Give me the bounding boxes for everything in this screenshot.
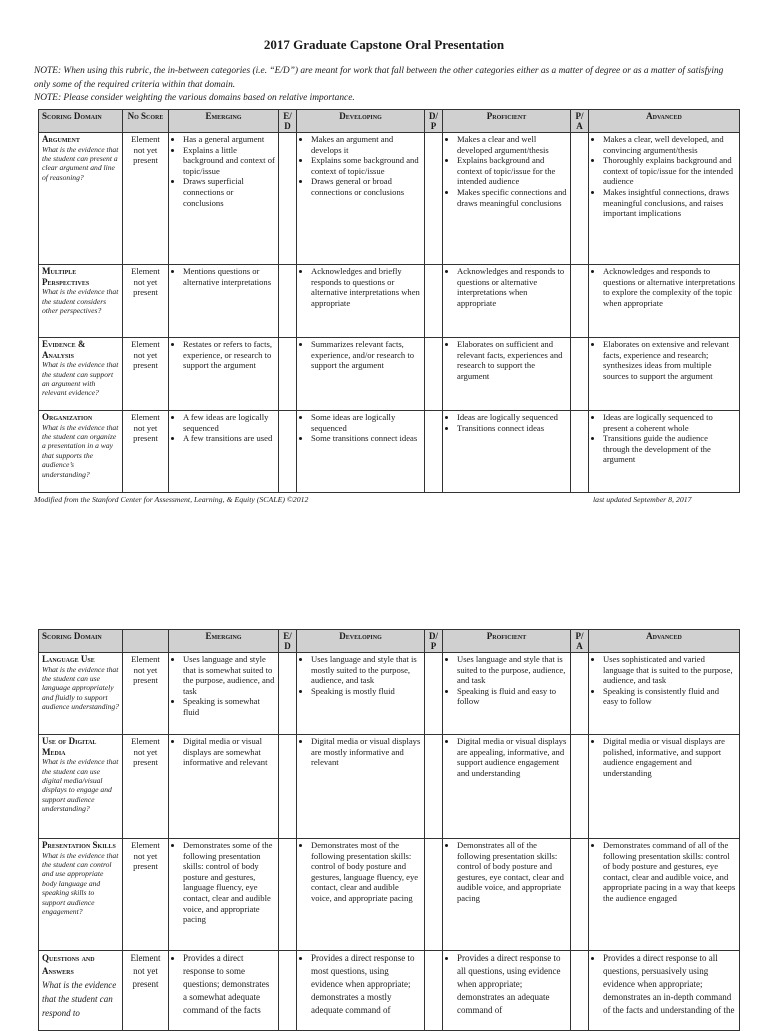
criterion-item: • Provides a direct response to some questions; demonstrates a somewhat adequate command of the facts xyxy=(183,952,275,1017)
criterion-item: • Demonstrates some of the following presentation skills: control of body posture and gestures, language fluency, eye contact, clear and audible voice, and appropriate pacing xyxy=(183,840,275,925)
developing-cell xyxy=(297,265,425,338)
header-domain: Scoring Domain xyxy=(39,110,123,133)
criterion-item: • Speaking is consistently fluid and easy to follow xyxy=(603,686,736,707)
emerging-criteria xyxy=(172,952,275,1017)
emerging-cell xyxy=(169,735,279,839)
criterion-item: • Makes a clear and well developed argument/thesis xyxy=(457,134,567,155)
criterion-item: • Digital media or visual displays are mostly informative and relevant xyxy=(311,736,421,768)
header-noscore: No Score xyxy=(123,110,169,133)
criterion-item: • Digital media or visual displays are appealing, informative, and support audience engagement and understanding xyxy=(457,736,567,778)
ed-cell xyxy=(279,735,297,839)
criterion-item: • Provides a direct response to most questions, using evidence when appropriate; demonstrates a mostly adequate command of xyxy=(311,952,421,1017)
advanced-cell xyxy=(589,839,740,951)
domain-title: Organization xyxy=(42,412,93,422)
developing-criteria xyxy=(300,736,421,768)
criterion-item: • Uses language and style that is suited to the purpose, audience, and task xyxy=(457,654,567,686)
header-pa: P/ A xyxy=(571,630,589,653)
criterion-item: • Makes insightful connections, draws meaningful conclusions, and raises important implications xyxy=(603,187,736,219)
criterion-item: • Acknowledges and briefly responds to questions or alternative interpretations when appropriate xyxy=(311,266,421,308)
ed-cell xyxy=(279,653,297,735)
criterion-item: • Elaborates on extensive and relevant facts, experience and research; synthesizes ideas from multiple sources to support the argument xyxy=(603,339,736,381)
emerging-criteria xyxy=(172,736,275,768)
emerging-cell xyxy=(169,338,279,411)
ed-cell xyxy=(279,338,297,411)
noscore-cell: Element not yet present xyxy=(123,951,169,1031)
emerging-cell xyxy=(169,411,279,493)
rubric-row xyxy=(39,839,740,951)
criterion-item: • Speaking is fluid and easy to follow xyxy=(457,686,567,707)
criterion-item: • A few transitions are used xyxy=(183,433,275,444)
domain-description: What is the evidence that the student can control and use appropriate body language and speaking skills to support audience engagement? xyxy=(42,850,119,917)
pa-cell xyxy=(571,411,589,493)
criterion-item: • Some transitions connect ideas xyxy=(311,433,421,444)
pa-cell xyxy=(571,133,589,265)
noscore-cell: Element not yet present xyxy=(123,839,169,951)
criterion-item: • A few ideas are logically sequenced xyxy=(183,412,275,433)
notes xyxy=(34,65,734,106)
criterion-item: • Provides a direct response to all questions, using evidence when appropriate; demonstrates an adequate command of xyxy=(457,952,567,1017)
header-developing: Developing xyxy=(297,110,425,133)
developing-criteria xyxy=(300,134,421,198)
domain-description: What is the evidence that the student can use language appropriately and fluidly to support audience understanding? xyxy=(42,664,119,712)
criterion-item: • Uses language and style that is somewhat suited to the purpose, audience, and task xyxy=(183,654,275,696)
developing-cell xyxy=(297,338,425,411)
criterion-item: • Uses language and style that is mostly suited to the purpose, audience, and task xyxy=(311,654,421,686)
emerging-criteria xyxy=(172,840,275,925)
advanced-criteria xyxy=(592,840,736,904)
developing-cell xyxy=(297,653,425,735)
proficient-criteria xyxy=(446,339,567,381)
proficient-criteria xyxy=(446,952,567,1017)
emerging-cell xyxy=(169,265,279,338)
criterion-item: • Thoroughly explains background and context of topic/issue for the intended audience xyxy=(603,155,736,187)
page-title: 2017 Graduate Capstone Oral Presentation xyxy=(263,37,505,52)
rubric-row xyxy=(39,411,740,493)
developing-criteria xyxy=(300,266,421,308)
developing-cell xyxy=(297,411,425,493)
domain-cell xyxy=(39,265,123,338)
rubric-table-1 xyxy=(38,109,740,493)
advanced-criteria xyxy=(592,339,736,381)
developing-cell xyxy=(297,735,425,839)
header-domain: Scoring Domain xyxy=(39,630,123,653)
table-header-row xyxy=(39,630,740,653)
advanced-cell xyxy=(589,735,740,839)
criterion-item: • Digital media or visual displays are somewhat informative and relevant xyxy=(183,736,275,768)
proficient-cell xyxy=(443,839,571,951)
emerging-criteria xyxy=(172,412,275,444)
criterion-item: • Elaborates on sufficient and relevant facts, experiences and research to support the argument xyxy=(457,339,567,381)
domain-cell xyxy=(39,411,123,493)
developing-criteria xyxy=(300,654,421,696)
domain-cell xyxy=(39,133,123,265)
header-noscore xyxy=(123,630,169,653)
domain-title: Multiple Perspectives xyxy=(42,266,90,287)
criterion-item: • Explains background and context of topic/issue for the intended audience xyxy=(457,155,567,187)
rubric-table-2 xyxy=(38,629,740,1031)
noscore-cell: Element not yet present xyxy=(123,653,169,735)
criterion-item: • Has a general argument xyxy=(183,134,275,145)
domain-description: What is the evidence that the student can organize a presentation in a way that supports the audience’s understanding? xyxy=(42,422,119,479)
criterion-item: • Makes an argument and develops it xyxy=(311,134,421,155)
noscore-cell: Element not yet present xyxy=(123,338,169,411)
credit-updated: last updated September 8, 2017 xyxy=(593,495,692,504)
criterion-item: • Draws general or broad connections or conclusions xyxy=(311,176,421,197)
advanced-criteria xyxy=(592,134,736,219)
rubric-row xyxy=(39,735,740,839)
header-dp: D/ P xyxy=(425,630,443,653)
advanced-criteria xyxy=(592,266,736,308)
proficient-cell xyxy=(443,735,571,839)
emerging-criteria xyxy=(172,266,275,287)
developing-cell xyxy=(297,133,425,265)
advanced-cell xyxy=(589,265,740,338)
criterion-item: • Explains some background and context of topic/issue xyxy=(311,155,421,176)
criterion-item: • Draws superficial connections or conclusions xyxy=(183,176,275,208)
criterion-item: • Ideas are logically sequenced xyxy=(457,412,567,423)
emerging-cell xyxy=(169,951,279,1031)
domain-description: What is the evidence that the student can present a clear argument and line of reasoning? xyxy=(42,144,119,182)
criterion-item: • Acknowledges and responds to questions or alternative interpretations when appropriate xyxy=(457,266,567,308)
proficient-cell xyxy=(443,265,571,338)
criterion-item: • Digital media or visual displays are polished, informative, and support audience engagement and understanding xyxy=(603,736,736,778)
ed-cell xyxy=(279,265,297,338)
emerging-criteria xyxy=(172,339,275,371)
proficient-criteria xyxy=(446,412,567,433)
header-emerging: Emerging xyxy=(169,630,279,653)
dp-cell xyxy=(425,735,443,839)
criterion-item: • Uses sophisticated and varied language that is suited to the purpose, audience, and task xyxy=(603,654,736,686)
domain-cell xyxy=(39,735,123,839)
advanced-criteria xyxy=(592,412,736,465)
domain-cell xyxy=(39,951,123,1031)
criterion-item: • Summarizes relevant facts, experience, and/or research to support the argument xyxy=(311,339,421,371)
domain-cell xyxy=(39,839,123,951)
criterion-item: • Provides a direct response to all questions, persuasively using evidence when appropriate; demonstrates an in-depth command of the facts and understanding of the xyxy=(603,952,736,1017)
domain-cell xyxy=(39,338,123,411)
rubric-row xyxy=(39,133,740,265)
rubric-row xyxy=(39,265,740,338)
advanced-cell xyxy=(589,653,740,735)
header-ed: E/ D xyxy=(279,630,297,653)
dp-cell xyxy=(425,951,443,1031)
dp-cell xyxy=(425,338,443,411)
criterion-item: • Speaking is somewhat fluid xyxy=(183,696,275,717)
emerging-cell xyxy=(169,653,279,735)
advanced-cell xyxy=(589,338,740,411)
dp-cell xyxy=(425,133,443,265)
note-1: NOTE: When using this rubric, the in-between categories (i.e. “E/D”) are meant for work that fall between the other categories either as a matter of degree or as a matter of satisfying only some of the required criteria within that domain. xyxy=(34,66,724,90)
table-header-row xyxy=(39,110,740,133)
pa-cell xyxy=(571,735,589,839)
rubric-row xyxy=(39,653,740,735)
developing-cell xyxy=(297,839,425,951)
ed-cell xyxy=(279,951,297,1031)
criterion-item: • Makes a clear, well developed, and convincing argument/thesis xyxy=(603,134,736,155)
criterion-item: • Demonstrates all of the following presentation skills: control of body posture and gestures, eye contact, clear and audible voice, and appropriate pacing xyxy=(457,840,567,904)
developing-criteria xyxy=(300,952,421,1017)
proficient-cell xyxy=(443,653,571,735)
proficient-criteria xyxy=(446,840,567,904)
pa-cell xyxy=(571,338,589,411)
noscore-cell: Element not yet present xyxy=(123,133,169,265)
criterion-item: • Transitions guide the audience through the development of the argument xyxy=(603,433,736,465)
pa-cell xyxy=(571,265,589,338)
domain-description: What is the evidence that the student can use digital media/visual displays to engage and support audience understanding? xyxy=(42,757,119,814)
pa-cell xyxy=(571,951,589,1031)
domain-title: Argument xyxy=(42,134,80,144)
domain-description: What is the evidence that the student can respond to xyxy=(42,980,117,1018)
rubric-row xyxy=(39,338,740,411)
proficient-cell xyxy=(443,338,571,411)
criterion-item: • Mentions questions or alternative interpretations xyxy=(183,266,275,287)
advanced-criteria xyxy=(592,952,736,1017)
pa-cell xyxy=(571,653,589,735)
criterion-item: • Some ideas are logically sequenced xyxy=(311,412,421,433)
rubric-row xyxy=(39,951,740,1031)
criterion-item: • Transitions connect ideas xyxy=(457,423,567,434)
header-pa: P/ A xyxy=(571,110,589,133)
criterion-item: • Makes specific connections and draws meaningful conclusions xyxy=(457,187,567,208)
criterion-item: • Demonstrates command of all of the following presentation skills: control of body posture and gestures, eye contact, clear and audible voice, and appropriate pacing in a way that keeps the audience engaged xyxy=(603,840,736,904)
domain-title: Use of Digital Media xyxy=(42,736,97,757)
proficient-criteria xyxy=(446,654,567,707)
developing-criteria xyxy=(300,339,421,371)
criterion-item: • Demonstrates most of the following presentation skills: control of body posture and gestures, language fluency, eye contact, clear and audible voice, and appropriate pacing xyxy=(311,840,421,904)
emerging-cell xyxy=(169,839,279,951)
domain-title: Language Use xyxy=(42,654,95,664)
criterion-item: • Ideas are logically sequenced to present a coherent whole xyxy=(603,412,736,433)
header-dp: D/ P xyxy=(425,110,443,133)
domain-description: What is the evidence that the student considers other perspectives? xyxy=(42,287,119,315)
criterion-item: • Explains a little background and context of topic/issue xyxy=(183,145,275,177)
advanced-cell xyxy=(589,133,740,265)
credit-source: Modified from the Stanford Center for Assessment, Learning, & Equity (SCALE) ©2012 xyxy=(34,495,309,504)
pa-cell xyxy=(571,839,589,951)
domain-title: Presentation Skills xyxy=(42,840,116,850)
header-developing: Developing xyxy=(297,630,425,653)
proficient-criteria xyxy=(446,736,567,778)
emerging-criteria xyxy=(172,654,275,718)
proficient-cell xyxy=(443,411,571,493)
proficient-criteria xyxy=(446,134,567,208)
developing-cell xyxy=(297,951,425,1031)
developing-criteria xyxy=(300,840,421,904)
ed-cell xyxy=(279,839,297,951)
noscore-cell: Element not yet present xyxy=(123,411,169,493)
noscore-cell: Element not yet present xyxy=(123,735,169,839)
advanced-cell xyxy=(589,951,740,1031)
developing-criteria xyxy=(300,412,421,444)
criterion-item: • Restates or refers to facts, experience, or research to support the argument xyxy=(183,339,275,371)
dp-cell xyxy=(425,411,443,493)
proficient-cell xyxy=(443,951,571,1031)
advanced-criteria xyxy=(592,736,736,778)
note-2: NOTE: Please consider weighting the various domains based on relative importance. xyxy=(34,93,355,103)
criterion-item: • Acknowledges and responds to questions or alternative interpretations to explore the complexity of the topic when appropriate xyxy=(603,266,736,308)
dp-cell xyxy=(425,265,443,338)
emerging-cell xyxy=(169,133,279,265)
noscore-cell: Element not yet present xyxy=(123,265,169,338)
header-advanced: Advanced xyxy=(589,110,740,133)
domain-title: Questions and Answers xyxy=(42,953,95,976)
dp-cell xyxy=(425,839,443,951)
header-proficient: Proficient xyxy=(443,110,571,133)
ed-cell xyxy=(279,133,297,265)
domain-title: Evidence & Analysis xyxy=(42,339,86,360)
ed-cell xyxy=(279,411,297,493)
header-proficient: Proficient xyxy=(443,630,571,653)
header-advanced: Advanced xyxy=(589,630,740,653)
advanced-cell xyxy=(589,411,740,493)
proficient-criteria xyxy=(446,266,567,308)
emerging-criteria xyxy=(172,134,275,208)
advanced-criteria xyxy=(592,654,736,707)
domain-cell xyxy=(39,653,123,735)
domain-description: What is the evidence that the student can support an argument with relevant evidence? xyxy=(42,360,119,398)
criterion-item: • Speaking is mostly fluid xyxy=(311,686,421,697)
proficient-cell xyxy=(443,133,571,265)
header-emerging: Emerging xyxy=(169,110,279,133)
dp-cell xyxy=(425,653,443,735)
header-ed: E/ D xyxy=(279,110,297,133)
